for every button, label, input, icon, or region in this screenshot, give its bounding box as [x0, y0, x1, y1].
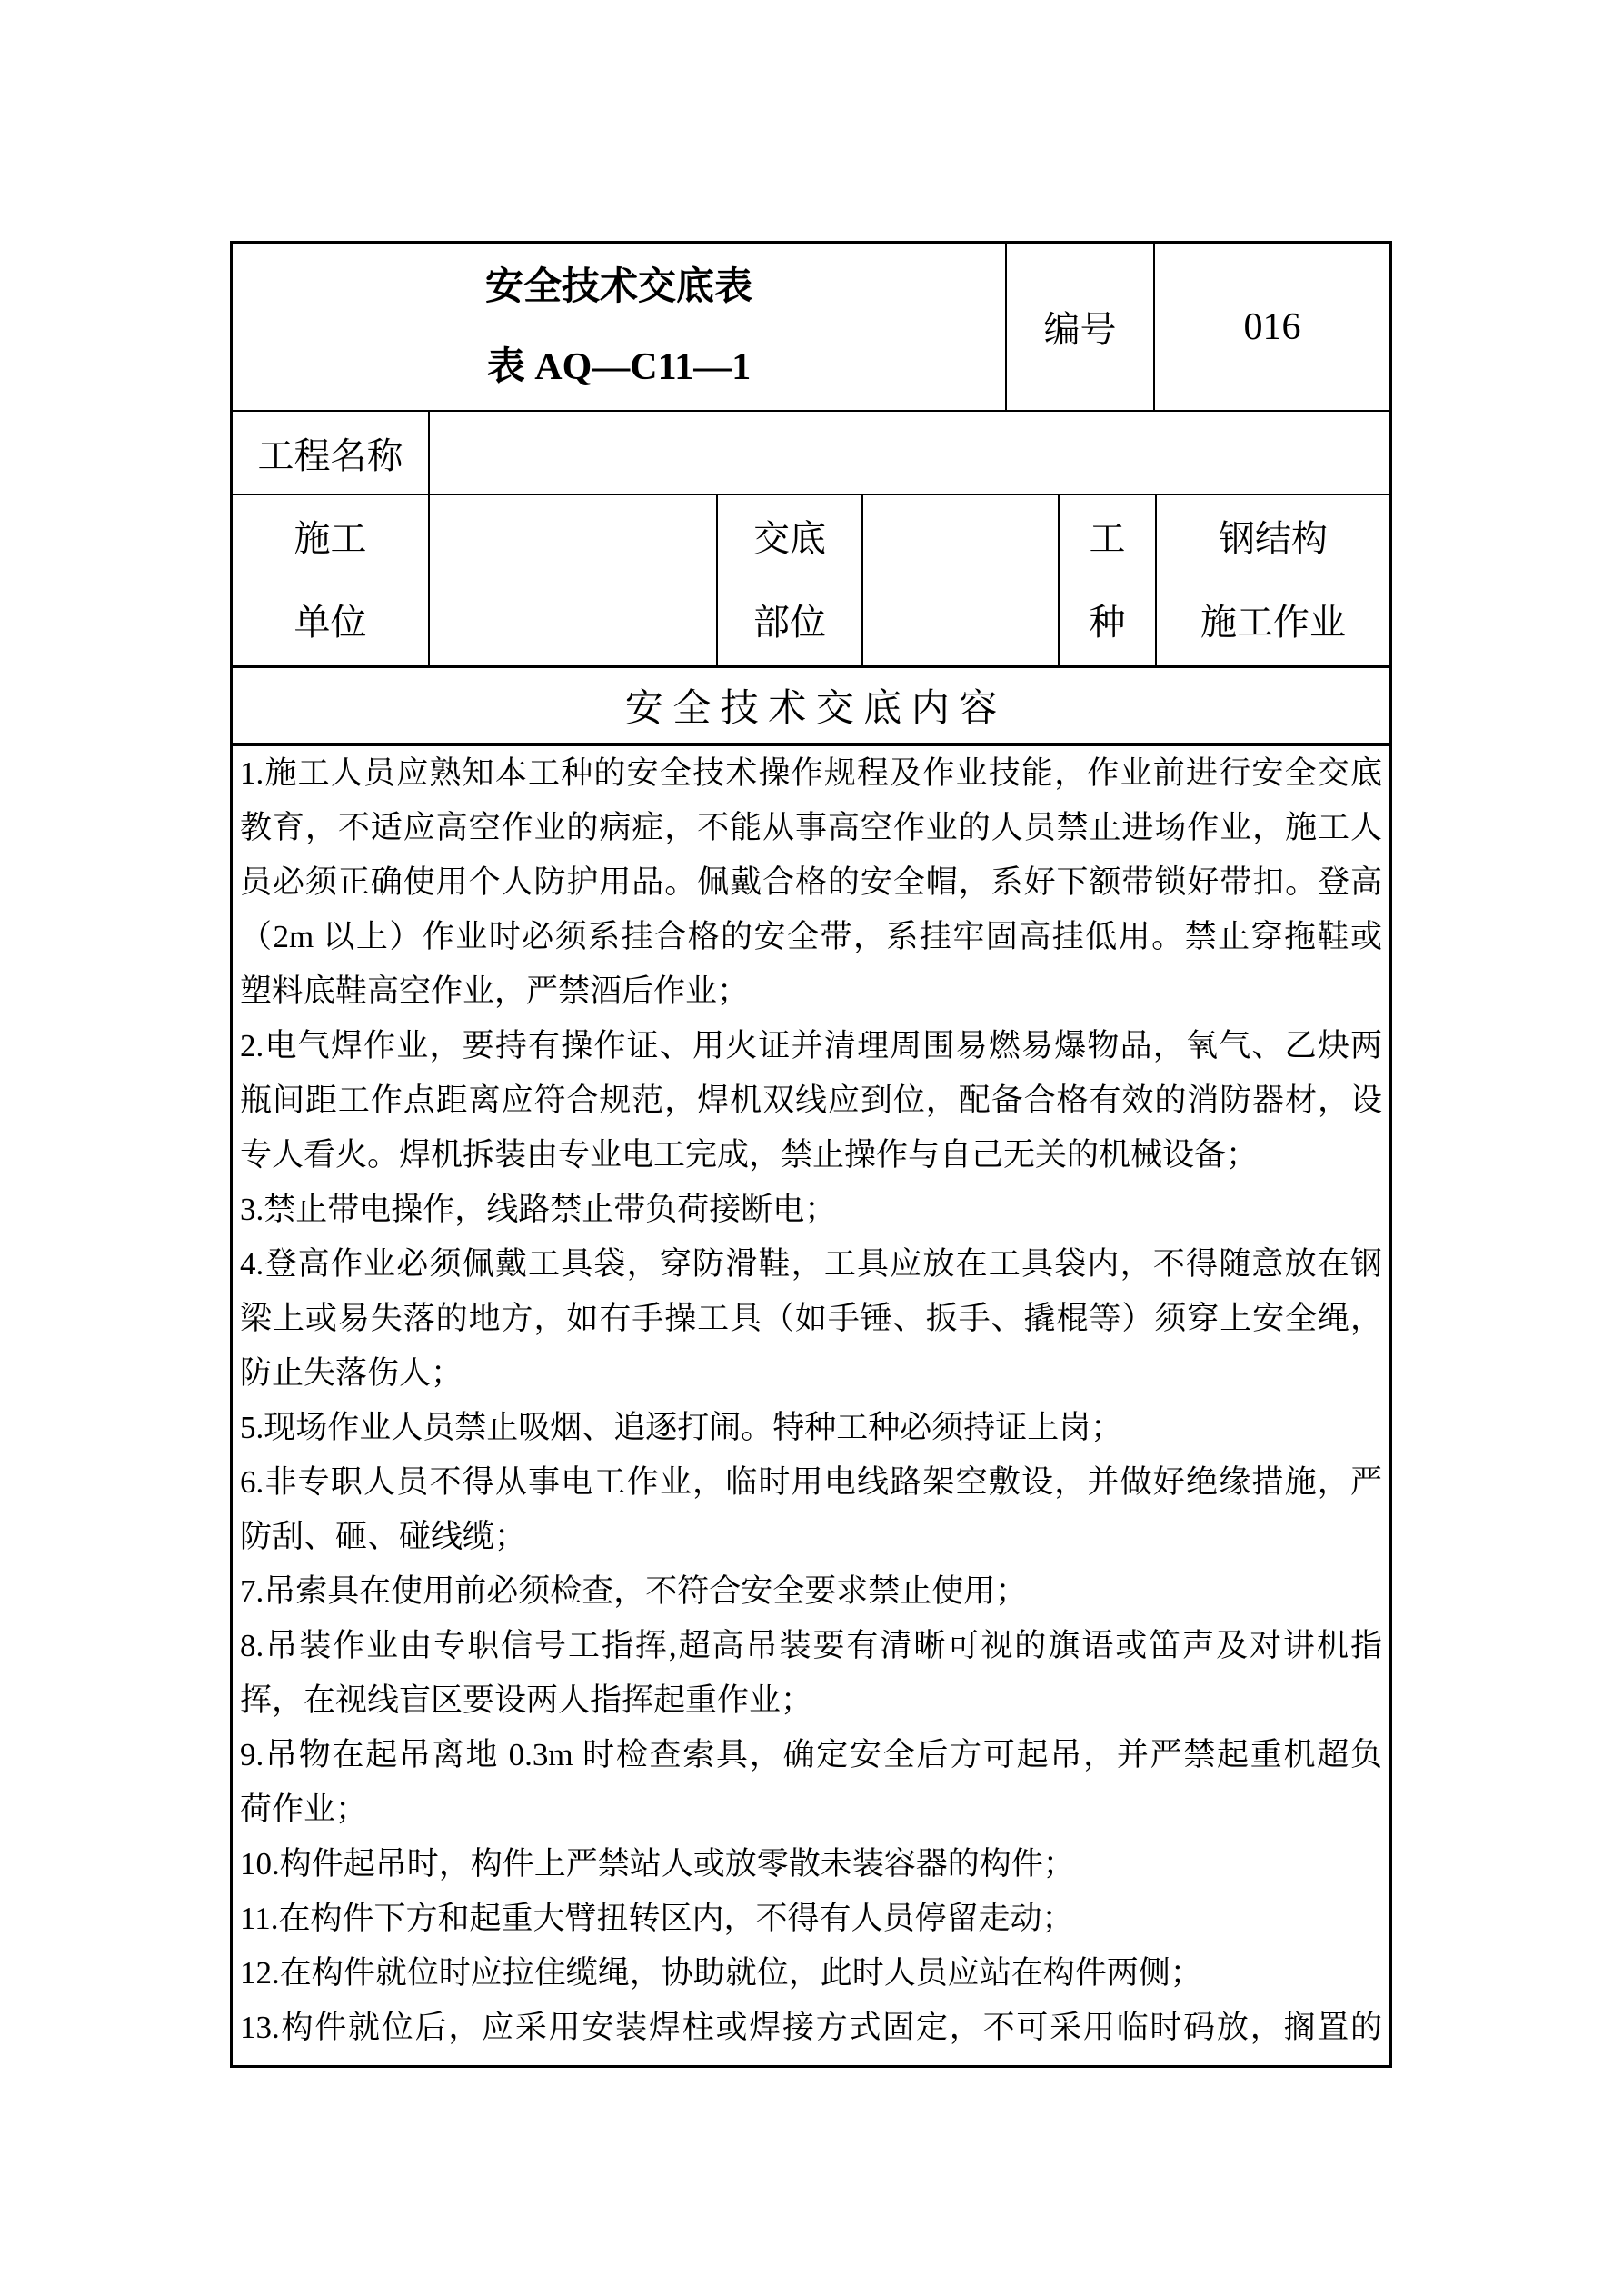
content-body-row: [233, 746, 1389, 2065]
content-line: 11.在构件下方和起重大臂扭转区内，不得有人员停留走动；: [240, 1901, 1074, 1936]
disclosure-part-value-cell: [863, 495, 1060, 665]
number-value-cell: [1155, 244, 1389, 410]
content-line: 梁上或易失落的地方，如有手操工具（如手锤、扳手、撬棍等）须穿上安全绳，: [240, 1301, 1382, 1336]
disclosure-part-label-line2: 部位: [753, 601, 826, 643]
number-label-cell: [1007, 244, 1155, 410]
form-code: 表 AQ—C11—1: [486, 345, 752, 388]
content-line: 9.吊物在起吊离地 0.3m 时检查索具，确定安全后方可起吊，并严禁起重机超负: [240, 1737, 1382, 1772]
construction-unit-label-cell: [233, 495, 430, 665]
content-line: 7.吊索具在使用前必须检查，不符合安全要求禁止使用；: [240, 1573, 1028, 1609]
content-header-cell: [233, 668, 1389, 743]
content-line: 2.电气焊作业，要持有操作证、用火证并清理周围易燃易爆物品，氧气、乙炔两: [240, 1028, 1382, 1063]
content-line: 5.现场作业人员禁止吸烟、追逐打闹。特种工种必须持证上岗；: [240, 1410, 1123, 1445]
construction-unit-value-cell: [430, 495, 718, 665]
content-line: 瓶间距工作点距离应符合规范，焊机双线应到位，配备合格有效的消防器材，设: [240, 1083, 1382, 1118]
work-type-value-line2: 施工作业: [1200, 601, 1346, 643]
work-type-value-line1: 钢结构: [1219, 517, 1328, 559]
form-title: 安全技术交底表: [484, 265, 752, 308]
number-label: 编号: [1043, 309, 1117, 350]
content-line: 挥，在视线盲区要设两人指挥起重作业；: [240, 1682, 813, 1718]
disclosure-part-label-cell: [718, 495, 863, 665]
project-name-label-cell: [233, 412, 430, 494]
work-type-label-line2: 种: [1089, 601, 1126, 643]
project-name-label: 工程名称: [257, 434, 403, 476]
content-line: 12.在构件就位时应拉住缆绳，协助就位，此时人员应站在构件两侧；: [240, 1955, 1202, 1991]
content-header: 安 全 技 术 交 底 内 容: [624, 688, 998, 730]
content-line: 3.禁止带电操作，线路禁止带负荷接断电；: [240, 1192, 837, 1227]
content-line: 教育，不适应高空作业的病症，不能从事高空作业的人员禁止进场作业，施工人: [240, 810, 1382, 845]
content-lines: [233, 746, 1389, 2065]
content-line: 4.登高作业必须佩戴工具袋，穿防滑鞋，工具应放在工具袋内，不得随意放在钢: [240, 1246, 1382, 1282]
content-line: 荷作业；: [240, 1792, 368, 1827]
content-line: （2m 以上）作业时必须系挂合格的安全带，系挂牢固高挂低用。禁止穿拖鞋或: [240, 919, 1382, 954]
content-line: 专人看火。焊机拆装由专业电工完成，禁止操作与自己无关的机械设备；: [240, 1137, 1259, 1173]
content-line: 塑料底鞋高空作业，严禁酒后作业；: [240, 973, 750, 1009]
content-line: 10.构件起吊时，构件上严禁站人或放零散未装容器的构件；: [240, 1846, 1075, 1882]
title-row: [233, 244, 1389, 412]
content-line: 6.非专职人员不得从事电工作业，临时用电线路架空敷设，并做好绝缘措施，严: [240, 1464, 1382, 1500]
project-name-row: [233, 412, 1389, 495]
content-line: 防刮、砸、碰线缆；: [240, 1519, 527, 1554]
construction-unit-label-line1: 施工: [294, 517, 367, 559]
disclosure-part-label-line1: 交底: [753, 517, 826, 559]
form-title-cell: [233, 244, 1007, 410]
number-value: 016: [1243, 305, 1301, 348]
content-line: 员必须正确使用个人防护用品。佩戴合格的安全帽，系好下额带锁好带扣。登高: [240, 864, 1382, 900]
content-line: 防止失落伤人；: [240, 1355, 463, 1391]
safety-disclosure-table: [230, 241, 1392, 2068]
work-type-value-cell: [1157, 495, 1389, 665]
info-row: [233, 495, 1389, 668]
work-type-label-cell: [1060, 495, 1157, 665]
content-line: 1.施工人员应熟知本工种的安全技术操作规程及作业技能，作业前进行安全交底: [240, 755, 1382, 791]
work-type-label-line1: 工: [1089, 517, 1126, 559]
content-header-row: [233, 668, 1389, 746]
construction-unit-label-line2: 单位: [294, 601, 367, 643]
content-line: 8.吊装作业由专职信号工指挥,超高吊装要有清晰可视的旗语或笛声及对讲机指: [240, 1628, 1382, 1663]
project-name-value-cell: [430, 412, 1389, 494]
content-line: 13.构件就位后，应采用安装焊柱或焊接方式固定，不可采用临时码放，搁置的: [240, 2010, 1382, 2045]
